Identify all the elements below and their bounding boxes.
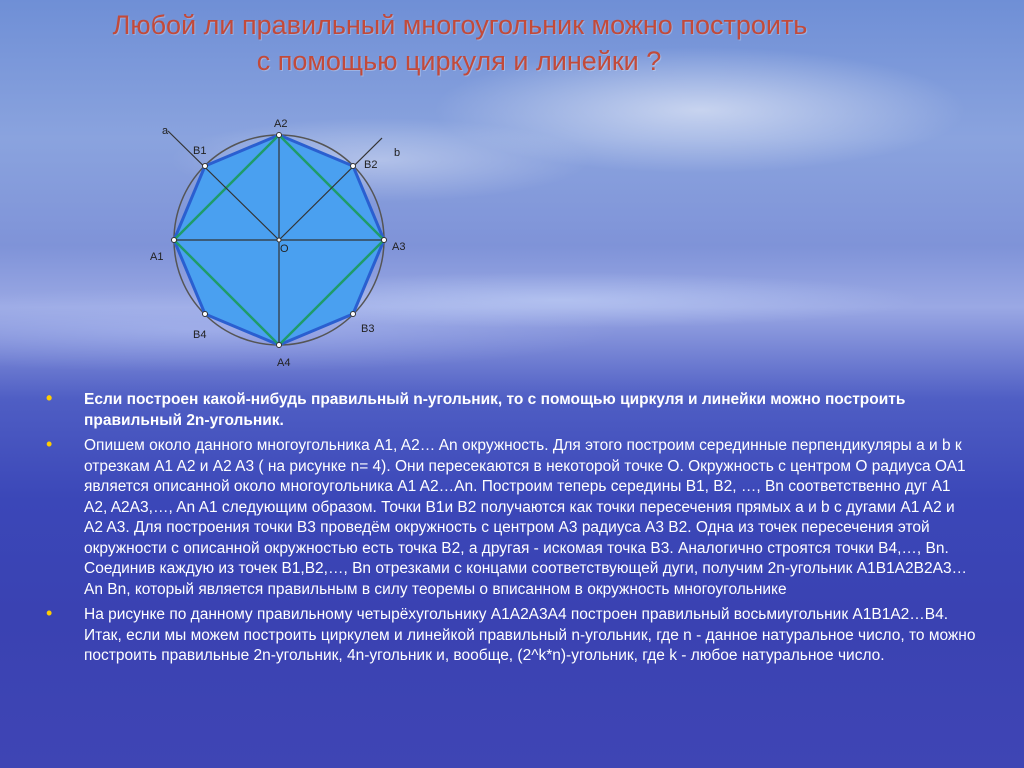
bullet-dot-icon: • <box>46 603 53 623</box>
bullet-item-3 <box>46 605 976 667</box>
label-a3: A3 <box>392 241 406 253</box>
label-b3: B3 <box>361 323 375 335</box>
bullet-dot-icon: • <box>46 388 53 408</box>
bullet-text-3: На рисунке по данному правильному четырёхугольнику A1A2A3A4 построен правильный восьмиугольник A1B1A2…B4. Итак, если мы можем построить циркулем и линейкой правильный n-угольник, где n - данное натуральное число, то можно построить правильные 2n-угольник, 4n-угольник и, вообще, (2^k*n)-угольник, где k - любое натуральное число. <box>84 606 976 664</box>
slide-title-line2: с помощью циркуля и линейки ? <box>256 46 662 76</box>
label-a2: A2 <box>274 118 288 130</box>
label-b: b <box>394 147 401 159</box>
label-b2: B2 <box>364 159 378 171</box>
bullet-text-2: Опишем около данного многоугольника A1, A2… An окружность. Для этого построим серединные перпендикуляры a и b к отрезкам A1 A2 и A2 A3 ( на рисунке n= 4). Они пересекаются в некоторой точке O. Окружность с центром О радиуса ОА1 является описанной около многоугольника A1 A2…An. Построим теперь середины B1, B2, …, Bn соответственно дуг A1 A2, A2A3,…, An A1 следующим образом. Точки B1и B2 получаются как точки пересечения прямых a и b с дугами A1 A2 и A2 A3. Для построения точки B3 проведём окружность с центром A3 радиуса A3 B2. Одна из точек пересечения этой окружности с описанной окружностью есть точка B2, а другая - искомая точка B3. Аналогично строятся точки B4,…, Bn. Соединив каждую из точек B1,B2,…, Bn отрезками с концами соответствующей дуги, получим 2n-угольник A1B1A2B2A3… An Bn, который является правильным в силу теоремы о вписанном в окружность многоугольнике <box>84 437 968 598</box>
label-a1: A1 <box>150 251 164 263</box>
label-b1: B1 <box>193 145 207 157</box>
label-b4: B4 <box>193 329 207 341</box>
octagon-construction-diagram <box>140 100 420 380</box>
bullet-item-2 <box>46 436 976 600</box>
bullet-dot-icon: • <box>46 434 53 454</box>
label-a4: A4 <box>277 357 291 369</box>
label-a: a <box>162 125 169 137</box>
bullet-text-1: Если построен какой-нибудь правильный n-угольник, то с помощью циркуля и линейки можно построить правильный 2n-угольник. <box>84 391 906 429</box>
bullet-item-1 <box>46 390 976 431</box>
label-o: O <box>280 243 289 255</box>
slide-title-line1: Любой ли правильный многоугольник можно построить <box>112 10 808 40</box>
slide-body <box>46 390 976 672</box>
